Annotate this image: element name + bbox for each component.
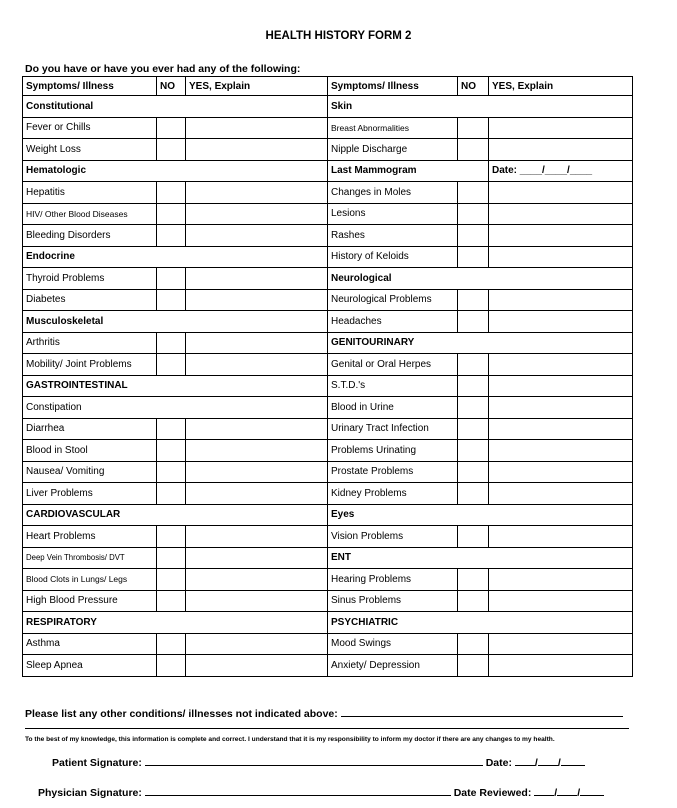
table-row [23, 569, 633, 591]
health-history-table [22, 76, 633, 677]
section-heading: Neurological [328, 268, 633, 290]
right-no-header: NO [458, 77, 489, 96]
condition-label: Prostate Problems [328, 461, 458, 483]
table-row [23, 289, 633, 311]
table-row [23, 268, 633, 290]
date-separator: / [554, 787, 558, 799]
no-cell[interactable] [458, 633, 489, 655]
yes-explain-cell[interactable] [489, 418, 633, 440]
physician-signature-field[interactable] [145, 795, 451, 796]
yes-explain-cell[interactable] [489, 590, 633, 612]
no-cell[interactable] [458, 117, 489, 139]
right-symptoms-header: Symptoms/ Illness [328, 77, 458, 96]
physician-signature-label: Physician Signature: [38, 787, 142, 799]
table-row [23, 655, 633, 677]
table-row [23, 590, 633, 612]
condition-label: Vision Problems [328, 526, 458, 548]
yes-explain-cell[interactable] [489, 354, 633, 376]
yes-explain-cell[interactable] [186, 461, 328, 483]
table-row [23, 504, 633, 526]
section-heading: Musculoskeletal [23, 311, 328, 333]
other-conditions-prompt [25, 708, 623, 720]
yes-explain-cell[interactable] [489, 440, 633, 462]
table-row [23, 483, 633, 505]
yes-explain-cell[interactable] [186, 139, 328, 161]
table-row [23, 246, 633, 268]
condition-label: Weight Loss [23, 139, 157, 161]
condition-label: Last Mammogram [328, 160, 489, 182]
condition-label: Blood in Urine [328, 397, 458, 419]
table-row [23, 96, 633, 118]
table-row [23, 160, 633, 182]
left-symptoms-header: Symptoms/ Illness [23, 77, 157, 96]
no-cell[interactable] [157, 225, 186, 247]
condition-label: Diarrhea [23, 418, 157, 440]
no-cell[interactable] [157, 354, 186, 376]
yes-explain-cell[interactable] [186, 483, 328, 505]
other-conditions-label: Please list any other conditions/ illnesses not indicated above: [25, 708, 338, 720]
condition-label: HIV/ Other Blood Diseases [23, 203, 157, 225]
yes-explain-cell[interactable] [489, 225, 633, 247]
condition-label: Fever or Chills [23, 117, 157, 139]
section-heading: Eyes [328, 504, 633, 526]
condition-label: Sleep Apnea [23, 655, 157, 677]
no-cell[interactable] [157, 483, 186, 505]
no-cell[interactable] [458, 418, 489, 440]
condition-label: Lesions [328, 203, 458, 225]
table-row [23, 461, 633, 483]
form-title: HEALTH HISTORY FORM 2 [265, 30, 412, 42]
condition-label: Neurological Problems [328, 289, 458, 311]
no-cell[interactable] [157, 461, 186, 483]
no-cell[interactable] [157, 440, 186, 462]
condition-label: Nausea/ Vomiting [23, 461, 157, 483]
condition-label: Headaches [328, 311, 458, 333]
yes-explain-cell[interactable] [186, 225, 328, 247]
left-yes-header: YES, Explain [186, 77, 328, 96]
yes-explain-cell[interactable] [489, 246, 633, 268]
condition-label: S.T.D.'s [328, 375, 458, 397]
condition-label: Heart Problems [23, 526, 157, 548]
condition-label: Problems Urinating [328, 440, 458, 462]
yes-explain-cell[interactable] [489, 526, 633, 548]
condition-label: Changes in Moles [328, 182, 458, 204]
yes-explain-cell[interactable] [489, 182, 633, 204]
yes-explain-cell[interactable] [186, 289, 328, 311]
no-cell[interactable] [157, 203, 186, 225]
section-heading: GENITOURINARY [328, 332, 633, 354]
table-row [23, 332, 633, 354]
yes-explain-cell[interactable] [186, 547, 328, 569]
no-cell[interactable] [458, 354, 489, 376]
patient-signature-label: Patient Signature: [52, 757, 142, 769]
no-cell[interactable] [157, 289, 186, 311]
no-cell[interactable] [157, 655, 186, 677]
no-cell[interactable] [458, 590, 489, 612]
date-reviewed-label: Date Reviewed: [453, 787, 532, 799]
yes-explain-cell[interactable] [186, 418, 328, 440]
date-separator: / [534, 757, 538, 769]
yes-explain-cell[interactable] [186, 526, 328, 548]
patient-signature-field[interactable] [145, 765, 483, 766]
condition-label: Mood Swings [328, 633, 458, 655]
other-conditions-field-line2[interactable] [25, 728, 629, 729]
no-cell[interactable] [458, 289, 489, 311]
no-cell[interactable] [157, 332, 186, 354]
condition-label: History of Keloids [328, 246, 458, 268]
condition-label: Mobility/ Joint Problems [23, 354, 157, 376]
table-row [23, 225, 633, 247]
condition-label: Diabetes [23, 289, 157, 311]
section-heading: ENT [328, 547, 633, 569]
section-heading: GASTROINTESTINAL [23, 375, 328, 397]
yes-explain-cell[interactable] [186, 633, 328, 655]
table-row [23, 440, 633, 462]
yes-explain-cell[interactable] [489, 633, 633, 655]
yes-explain-cell[interactable] [489, 397, 633, 419]
condition-label: Hearing Problems [328, 569, 458, 591]
no-cell[interactable] [458, 655, 489, 677]
section-heading: Skin [328, 96, 633, 118]
condition-label: Anxiety/ Depression [328, 655, 458, 677]
no-cell[interactable] [458, 182, 489, 204]
section-heading: Endocrine [23, 246, 328, 268]
condition-label: Deep Vein Thrombosis/ DVT [23, 547, 157, 569]
yes-explain-cell[interactable] [186, 569, 328, 591]
reviewed-date-month-field[interactable] [534, 795, 554, 796]
table-row [23, 418, 633, 440]
no-cell[interactable] [157, 418, 186, 440]
condition-label: Urinary Tract Infection [328, 418, 458, 440]
no-cell[interactable] [458, 483, 489, 505]
yes-explain-cell[interactable] [489, 375, 633, 397]
no-cell[interactable] [157, 633, 186, 655]
date-separator: / [577, 787, 581, 799]
condition-label: Hepatitis [23, 182, 157, 204]
table-row [23, 633, 633, 655]
no-cell[interactable] [458, 461, 489, 483]
yes-explain-cell[interactable] [186, 203, 328, 225]
patient-signature-row [52, 757, 585, 769]
yes-explain-cell[interactable] [186, 332, 328, 354]
section-heading: Constitutional [23, 96, 328, 118]
table-row [23, 182, 633, 204]
no-cell[interactable] [157, 117, 186, 139]
yes-explain-cell[interactable] [186, 590, 328, 612]
no-cell[interactable] [157, 526, 186, 548]
yes-explain-cell[interactable] [489, 483, 633, 505]
patient-date-month-field[interactable] [515, 765, 535, 766]
mammogram-date-field[interactable]: Date: ____/____/____ [489, 160, 633, 182]
no-cell[interactable] [458, 569, 489, 591]
right-yes-header: YES, Explain [489, 77, 633, 96]
condition-label: High Blood Pressure [23, 590, 157, 612]
yes-explain-cell[interactable] [186, 354, 328, 376]
no-cell[interactable] [157, 182, 186, 204]
yes-explain-cell[interactable] [186, 268, 328, 290]
no-cell[interactable] [157, 547, 186, 569]
table-header-row [23, 77, 633, 96]
condition-label: Kidney Problems [328, 483, 458, 505]
form-question: Do you have or have you ever had any of the following: [25, 63, 301, 75]
condition-label: Thyroid Problems [23, 268, 157, 290]
table-row [23, 354, 633, 376]
no-cell[interactable] [458, 246, 489, 268]
condition-label: Sinus Problems [328, 590, 458, 612]
physician-signature-row [38, 787, 604, 799]
yes-explain-cell[interactable] [489, 117, 633, 139]
table-row [23, 526, 633, 548]
no-cell[interactable] [157, 139, 186, 161]
reviewed-date-day-field[interactable] [557, 795, 577, 796]
yes-explain-cell[interactable] [489, 569, 633, 591]
no-cell[interactable] [458, 440, 489, 462]
reviewed-date-year-field[interactable] [580, 795, 604, 796]
no-cell[interactable] [458, 225, 489, 247]
left-no-header: NO [157, 77, 186, 96]
section-heading: Hematologic [23, 160, 328, 182]
yes-explain-cell[interactable] [489, 203, 633, 225]
condition-label: Bleeding Disorders [23, 225, 157, 247]
yes-explain-cell[interactable] [489, 655, 633, 677]
no-cell[interactable] [458, 139, 489, 161]
yes-explain-cell[interactable] [489, 461, 633, 483]
no-cell[interactable] [458, 375, 489, 397]
no-cell[interactable] [458, 526, 489, 548]
no-cell[interactable] [157, 569, 186, 591]
yes-explain-cell[interactable] [186, 440, 328, 462]
table-row [23, 311, 633, 333]
condition-label: Blood Clots in Lungs/ Legs [23, 569, 157, 591]
yes-explain-cell[interactable] [489, 311, 633, 333]
yes-explain-cell[interactable] [186, 117, 328, 139]
no-cell[interactable] [458, 397, 489, 419]
table-row [23, 139, 633, 161]
condition-label: Rashes [328, 225, 458, 247]
table-row [23, 203, 633, 225]
section-heading: PSYCHIATRIC [328, 612, 633, 634]
date-separator: / [557, 757, 561, 769]
other-conditions-field[interactable] [341, 716, 623, 717]
condition-label: Breast Abnormalities [328, 117, 458, 139]
yes-explain-cell[interactable] [489, 139, 633, 161]
no-cell[interactable] [157, 268, 186, 290]
condition-label: Constipation [23, 397, 328, 419]
yes-explain-cell[interactable] [186, 655, 328, 677]
table-row [23, 547, 633, 569]
condition-label: Arthritis [23, 332, 157, 354]
disclaimer-text: To the best of my knowledge, this information is complete and correct. I understand that it is my responsibility to inform my doctor if there are any changes to my health. [25, 736, 555, 743]
patient-date-day-field[interactable] [538, 765, 558, 766]
table-row [23, 375, 633, 397]
table-row [23, 612, 633, 634]
section-heading: CARDIOVASCULAR [23, 504, 328, 526]
yes-explain-cell[interactable] [186, 182, 328, 204]
no-cell[interactable] [458, 203, 489, 225]
table-row [23, 397, 633, 419]
patient-date-year-field[interactable] [561, 765, 585, 766]
section-heading: RESPIRATORY [23, 612, 328, 634]
condition-label: Blood in Stool [23, 440, 157, 462]
condition-label: Asthma [23, 633, 157, 655]
condition-label: Liver Problems [23, 483, 157, 505]
table-row [23, 117, 633, 139]
no-cell[interactable] [157, 590, 186, 612]
no-cell[interactable] [458, 311, 489, 333]
condition-label: Nipple Discharge [328, 139, 458, 161]
patient-date-label: Date: [485, 757, 512, 769]
yes-explain-cell[interactable] [489, 289, 633, 311]
condition-label: Genital or Oral Herpes [328, 354, 458, 376]
